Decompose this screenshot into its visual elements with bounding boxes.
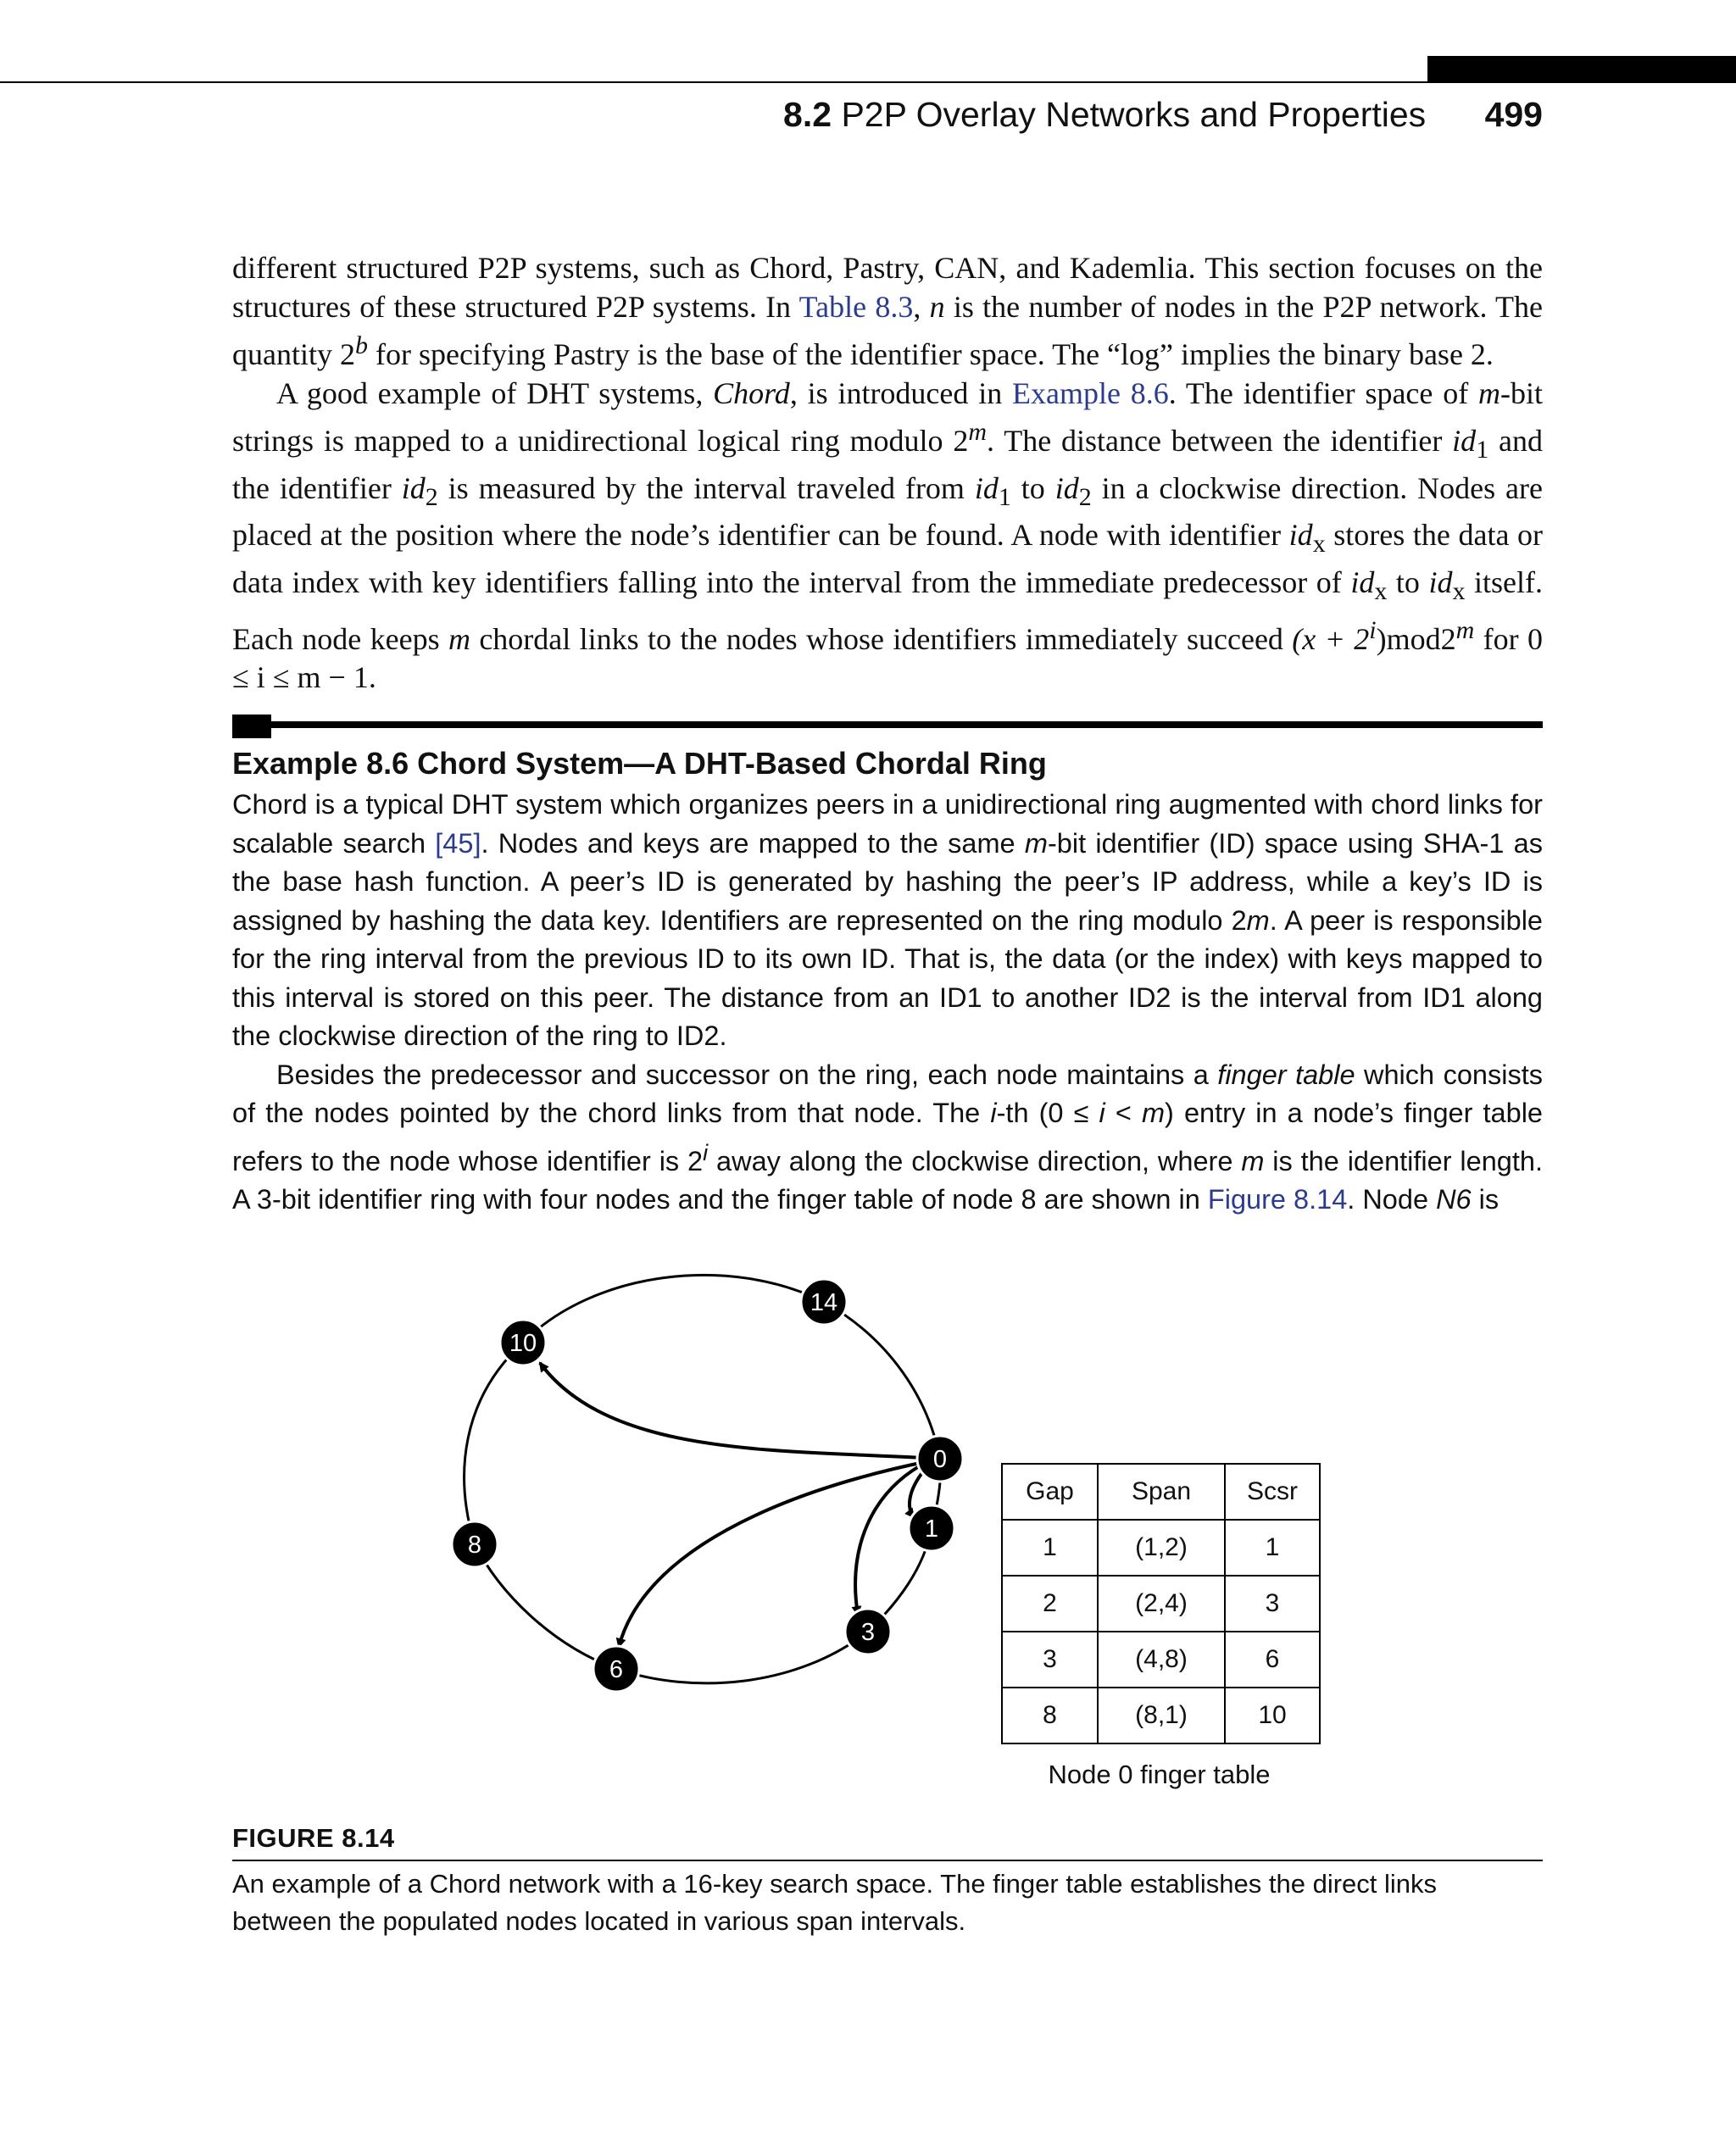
finger-table-caption: Node 0 finger table: [1048, 1760, 1271, 1789]
example-8-6-link[interactable]: Example 8.6: [1012, 375, 1169, 410]
table-cell: 6: [1225, 1632, 1320, 1688]
paragraph-2: A good example of DHT systems, Chord, is introduced in Example 8.6. The identifier space of m-bit strings is mapped to a unidirectional logical ring modulo 2$^m$. The distance between the identifier $id_1$ and the identifier $id_2$ is measured by the interval traveled from $id_1$ to $id_2$ in a clockwise direction. Nodes are placed at the position where the node’s identifier can be found. A node with identifier $id_x$ stores the data or data index with key identifiers falling into the interval from the immediate predecessor of $id_x$ to $id_x$ itself. Each node keeps m chordal links to the nodes whose identifiers immediately succeed $(x + 2^i)mod2^m$ for 0 ≤ i ≤ m − 1.: [232, 375, 1544, 695]
ring-node-1: [909, 1505, 954, 1551]
page-number: 499: [1484, 95, 1543, 134]
table-row: [1002, 1520, 1320, 1576]
table-cell: (1,2): [1098, 1520, 1225, 1576]
ring-node-3: [845, 1609, 891, 1654]
table-cell: 8: [1002, 1688, 1098, 1743]
section-number: 8.2: [783, 95, 832, 134]
ring-node-label: 1: [924, 1515, 939, 1543]
ring-arc-6-8: [475, 1544, 616, 1669]
ring-node-10: [500, 1320, 546, 1365]
ring-node-label: 10: [509, 1330, 537, 1357]
figure-8-14-link[interactable]: Figure 8.14: [1207, 1183, 1348, 1215]
table-cell: (4,8): [1098, 1632, 1225, 1688]
table-cell: 1: [1002, 1520, 1098, 1576]
finger-table-header: [1002, 1464, 1320, 1520]
example-paragraph-1: Chord is a typical DHT system which organizes peers in a unidirectional ring augmented with chord links for scalable search [45]. Nodes and keys are mapped to the same m-bit identifier (ID) space using SHA-1 as the base hash function. A peer’s ID is generated by hashing the peer’s IP address, while a key’s ID is assigned by hashing the data key. Identifiers are represented on the ring modulo 2m. A peer is responsible for the ring interval from the previous ID to its own ID. That is, the data (or the index) with keys mapped to this interval is stored on this peer. The distance from an ID1 to another ID2 is the interval from ID1 along the clockwise direction of the ring to ID2.: [232, 789, 1544, 1051]
ring-node-14: [801, 1279, 847, 1325]
ring-node-label: 3: [860, 1619, 876, 1646]
ring-node-6: [593, 1646, 639, 1692]
table-cell: (2,4): [1098, 1576, 1225, 1632]
table-8-3-link[interactable]: Table 8.3: [798, 289, 914, 324]
ring-arc-14-0: [824, 1302, 940, 1459]
table-row: [1002, 1576, 1320, 1632]
header-span: Span: [1098, 1464, 1225, 1520]
finger-table: [1001, 1463, 1321, 1744]
ring-node-label: 14: [810, 1289, 838, 1316]
example-paragraph-2: Besides the predecessor and successor on the ring, each node maintains a finger table which consists of the nodes pointed by the chord links from that node. The i-th (0 ≤ i < m) entry in a node’s finger table refers to the node whose identifier is 2$^i$ away along the clockwise direction, where m is the identifier length. A 3-bit identifier ring with four nodes and the finger table of node 8 are shown in Figure 8.14. Node N6 is: [232, 1059, 1544, 1215]
table-cell: (8,1): [1098, 1688, 1225, 1743]
table-row: [1002, 1688, 1320, 1743]
figure-caption: An example of a Chord network with a 16-key search space. The finger table establishes the direct links between the populated nodes located in various span intervals.: [232, 1869, 1438, 1936]
reference-45-link[interactable]: [45]: [435, 827, 481, 859]
chord-arrow-0-to-10: [540, 1363, 940, 1459]
header-scsr: Scsr: [1225, 1464, 1320, 1520]
table-cell: 2: [1002, 1576, 1098, 1632]
ring-node-label: 8: [467, 1532, 482, 1559]
example-title: Example 8.6 Chord System—A DHT-Based Chordal Ring: [232, 746, 1047, 781]
ring-node-label: 6: [609, 1656, 624, 1683]
ring-arc-3-6: [616, 1632, 868, 1683]
ring-node-8: [452, 1521, 498, 1567]
table-cell: 1: [1225, 1520, 1320, 1576]
ring-arc-10-14: [523, 1275, 824, 1343]
ring-node-label: 0: [932, 1446, 948, 1473]
table-row: [1002, 1632, 1320, 1688]
ring-arc-8-10: [465, 1343, 523, 1544]
figure-label: FIGURE 8.14: [232, 1823, 395, 1853]
table-cell: 3: [1225, 1576, 1320, 1632]
section-title: P2P Overlay Networks and Properties: [841, 95, 1427, 134]
figure-rule: [232, 1860, 1543, 1861]
paragraph-1: different structured P2P systems, such as Chord, Pastry, CAN, and Kademlia. This section focuses on the structures of these structured P2P systems. In Table 8.3, n is the number of nodes in the P2P network. The quantity 2$^b$ for specifying Pastry is the base of the identifier space. The “log” implies the binary base 2.: [232, 251, 1544, 371]
header-gap: Gap: [1002, 1464, 1098, 1520]
table-cell: 3: [1002, 1632, 1098, 1688]
table-cell: 10: [1225, 1688, 1320, 1743]
ring-node-0: [917, 1436, 963, 1482]
